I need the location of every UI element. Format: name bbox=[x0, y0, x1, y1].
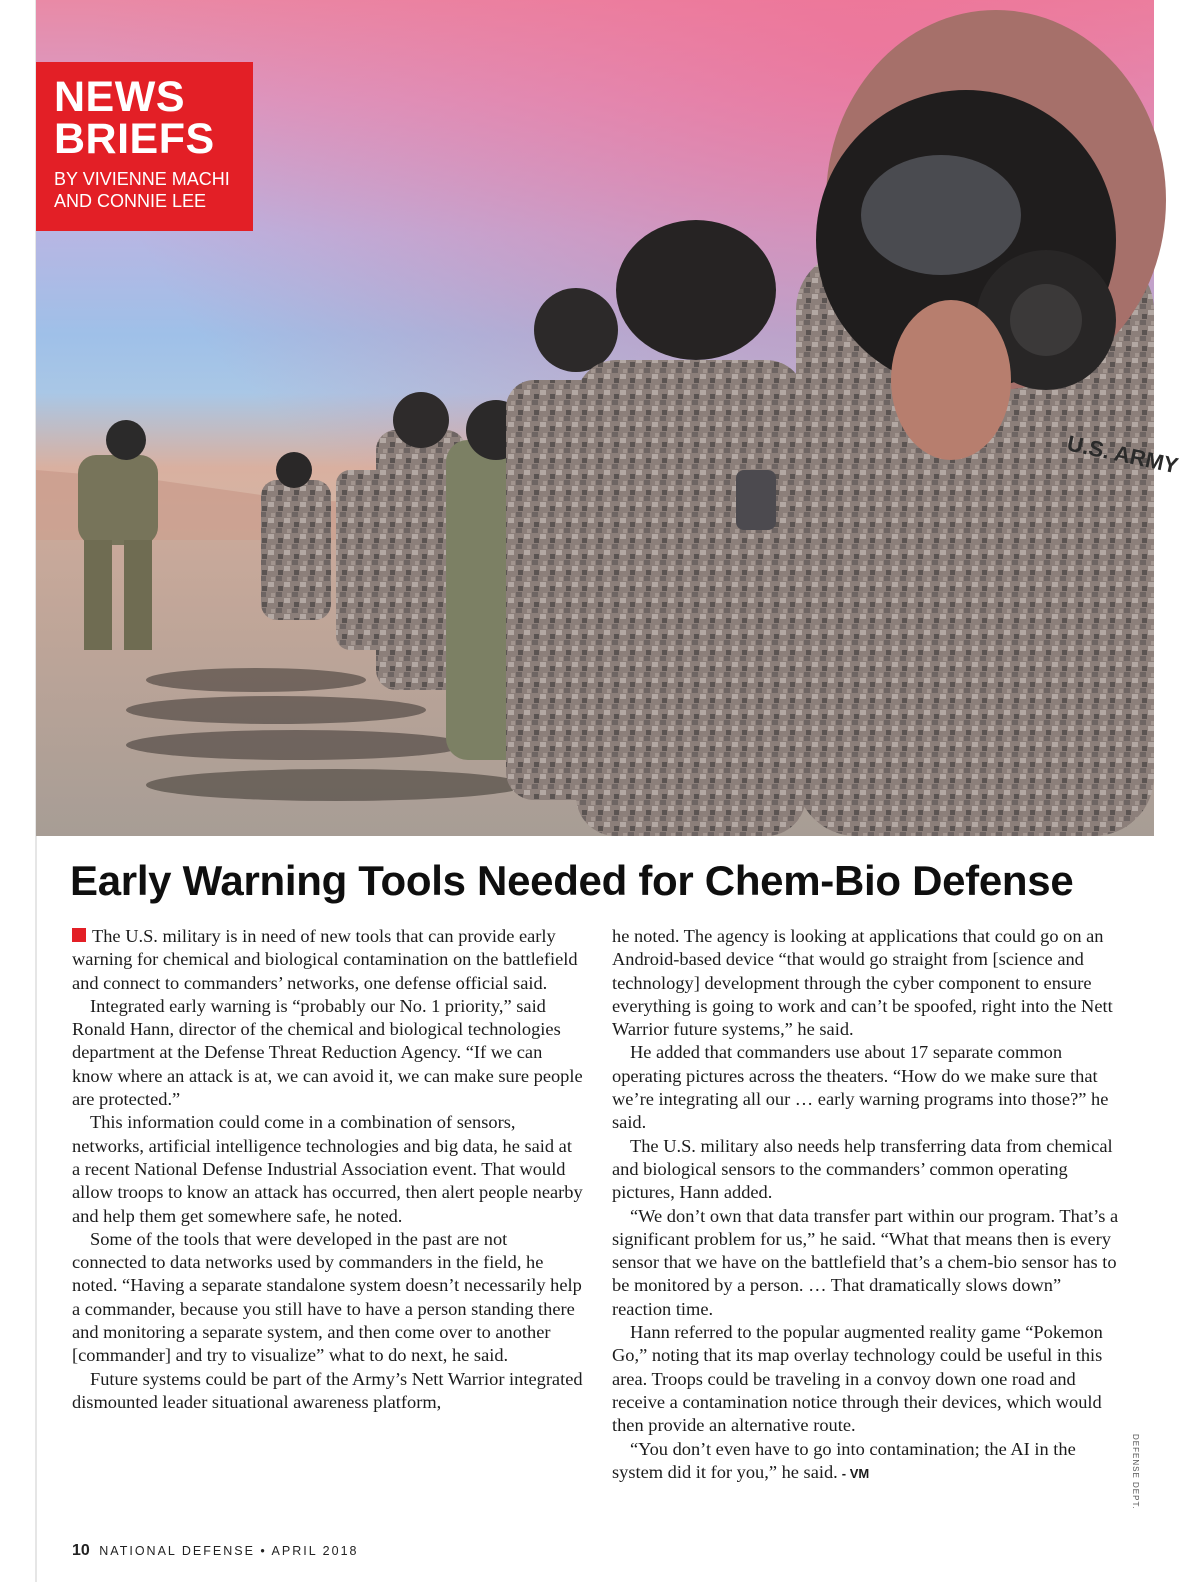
paragraph bbox=[72, 925, 584, 995]
news-briefs-badge bbox=[36, 62, 253, 231]
paragraph-text: The U.S. military is in need of new tools that can provide early warning for chemical and biological contamination on the battlefield and connect to commanders’ networks, one defense official said. bbox=[72, 926, 578, 993]
author-initials: - VM bbox=[841, 1465, 870, 1481]
section-title-line2: BRIEFS bbox=[54, 115, 215, 163]
article-column-left bbox=[72, 925, 584, 1414]
section-title-line1: NEWS bbox=[54, 73, 185, 121]
byline-line2: AND CONNIE LEE bbox=[54, 191, 207, 211]
paragraph: He added that commanders use about 17 separate common operating pictures across the theaters. “How do we make sure that we’re integrating all our … early warning programs into those?” he said. bbox=[612, 1042, 1109, 1133]
section-title bbox=[54, 73, 215, 163]
paragraph: Future systems could be part of the Army’s Nett Warrior integrated dismounted leader situational awareness platform, bbox=[72, 1368, 583, 1412]
page-footer bbox=[72, 1542, 359, 1560]
paragraph-text: “You don’t even have to go into contamination; the AI in the system did it for you,” he said. bbox=[612, 1438, 1076, 1482]
publication-info: NATIONAL DEFENSE • APRIL 2018 bbox=[99, 1544, 359, 1558]
page-number: 10 bbox=[72, 1542, 90, 1559]
paragraph: Some of the tools that were developed in the past are not connected to data networks used by commanders in the field, he noted. “Having a separate standalone system doesn’t necessarily help a commander, because you still have to have a person standing there and monitoring a separate system, and then come over to another [commander] and try to visualize” what to do next, he said. bbox=[72, 1228, 582, 1366]
paragraph: he noted. The agency is looking at applications that could go on an Android-based device “that would go straight from [science and technology] development through the cyber component to ensure everything is going to work and can’t be spoofed, right into the Nett Warrior future systems,” he said. bbox=[612, 926, 1113, 1040]
paragraph: This information could come in a combination of sensors, networks, artificial intelligence technologies and big data, he said at a recent National Defense Industrial Association event. That would allow troops to know an attack has occurred, then alert people nearby and help them get somewhere safe, he noted. bbox=[72, 1112, 583, 1226]
photo-credit: DEFENSE DEPT. bbox=[1131, 1434, 1140, 1510]
paragraph: Integrated early warning is “probably our No. 1 priority,” said Ronald Hann, director of the chemical and biological technologies department at the Defense Threat Reduction Agency. “If we can know where an attack is at, we can avoid it, we can make sure people are protected.” bbox=[72, 995, 583, 1110]
byline-line1: BY VIVIENNE MACHI bbox=[54, 169, 230, 189]
red-square-bullet-icon bbox=[72, 928, 86, 942]
paragraph: “We don’t own that data transfer part within our program. That’s a significant problem for us,” he said. “What that means then is every sensor that we have on the battlefield that’s a chem-bio sensor has to be monitored by a person. … That dramatically slows down” reaction time. bbox=[612, 1205, 1119, 1319]
paragraph bbox=[612, 1438, 1122, 1486]
paragraph: Hann referred to the popular augmented reality game “Pokemon Go,” noting that its map overlay technology could be useful in this area. Troops could be traveling in a convoy down one road and receive a contamination notice through their devices, which would then provide an alternative route. bbox=[612, 1322, 1103, 1436]
article-headline: Early Warning Tools Needed for Chem-Bio Defense bbox=[70, 857, 1074, 904]
byline bbox=[54, 168, 230, 212]
article-column-right bbox=[612, 925, 1122, 1485]
uniform-patch-text: U.S. ARMY bbox=[1064, 430, 1181, 479]
paragraph: The U.S. military also needs help transferring data from chemical and biological sensors to the commanders’ common operating pictures, Hann added. bbox=[612, 1135, 1113, 1203]
